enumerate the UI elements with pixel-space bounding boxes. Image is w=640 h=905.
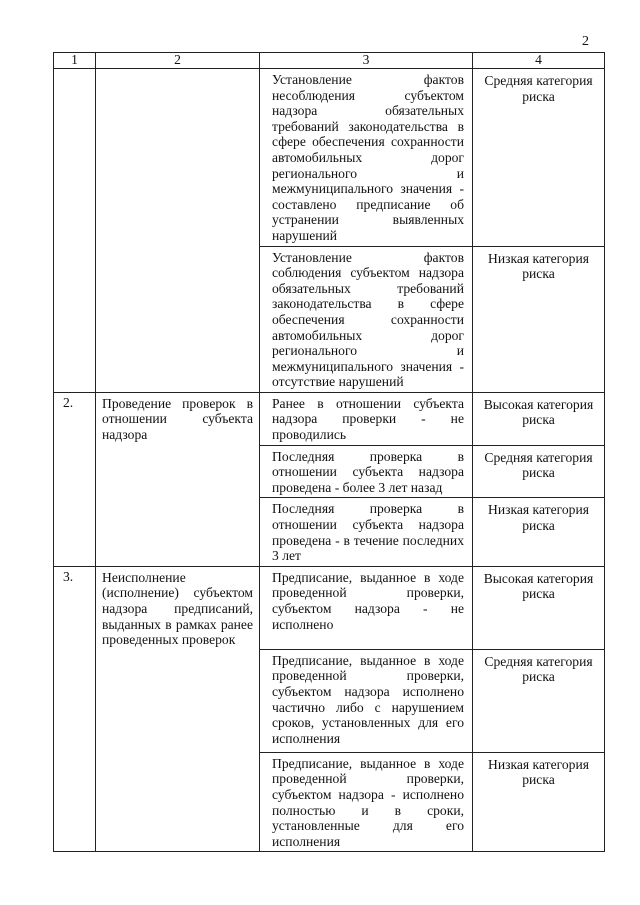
header-col-3: 3	[260, 53, 473, 69]
condition-description: Предписание, выданное в ходе проведенной проверки, субъектом надзора - исполнено полностью и в сроки, установленные для его исполнения	[260, 752, 473, 852]
header-row	[54, 53, 605, 69]
risk-category: Средняя категория риска	[473, 445, 605, 498]
row-criterion	[96, 69, 260, 393]
condition-description: Ранее в отношении субъекта надзора проверки - не проводились	[260, 392, 473, 445]
risk-category: Низкая категория риска	[473, 752, 605, 852]
page-number: 2	[582, 34, 589, 49]
risk-category: Средняя категория риска	[473, 649, 605, 752]
condition-description: Предписание, выданное в ходе проведенной проверки, субъектом надзора - не исполнено	[260, 566, 473, 649]
header-col-1: 1	[54, 53, 96, 69]
row-number	[54, 69, 96, 393]
table-row	[54, 566, 605, 649]
risk-table	[53, 52, 605, 852]
condition-description: Предписание, выданное в ходе проведенной проверки, субъектом надзора исполнено частично либо с нарушением сроков, установленных для его исполнения	[260, 649, 473, 752]
risk-category: Высокая категория риска	[473, 566, 605, 649]
row-number: 2.	[54, 392, 96, 566]
row-criterion: Неисполнение (исполнение) субъектом надзора предписаний, выданных в рамках ранее проведенных проверок	[96, 566, 260, 852]
condition-description: Установление фактов соблюдения субъектом надзора обязательных требований законодательства в сфере обеспечения сохранности автомобильных дорог регионального и межмуниципального значения - отсутствие нарушений	[260, 246, 473, 392]
header-col-4: 4	[473, 53, 605, 69]
row-criterion: Проведение проверок в отношении субъекта надзора	[96, 392, 260, 566]
risk-category: Высокая категория риска	[473, 392, 605, 445]
risk-category: Низкая категория риска	[473, 246, 605, 392]
header-col-2: 2	[96, 53, 260, 69]
condition-description: Установление фактов несоблюдения субъектом надзора обязательных требований законодательства в сфере обеспечения сохранности автомобильных дорог регионального и межмуниципального значения - составлено предписание об устранении выявленных нарушений	[260, 69, 473, 247]
condition-description: Последняя проверка в отношении субъекта надзора проведена - в течение последних 3 лет	[260, 498, 473, 566]
condition-description: Последняя проверка в отношении субъекта надзора проведена - более 3 лет назад	[260, 445, 473, 498]
table-row	[54, 392, 605, 445]
risk-category: Низкая категория риска	[473, 498, 605, 566]
risk-category: Средняя категория риска	[473, 69, 605, 247]
table-row	[54, 69, 605, 247]
row-number: 3.	[54, 566, 96, 852]
